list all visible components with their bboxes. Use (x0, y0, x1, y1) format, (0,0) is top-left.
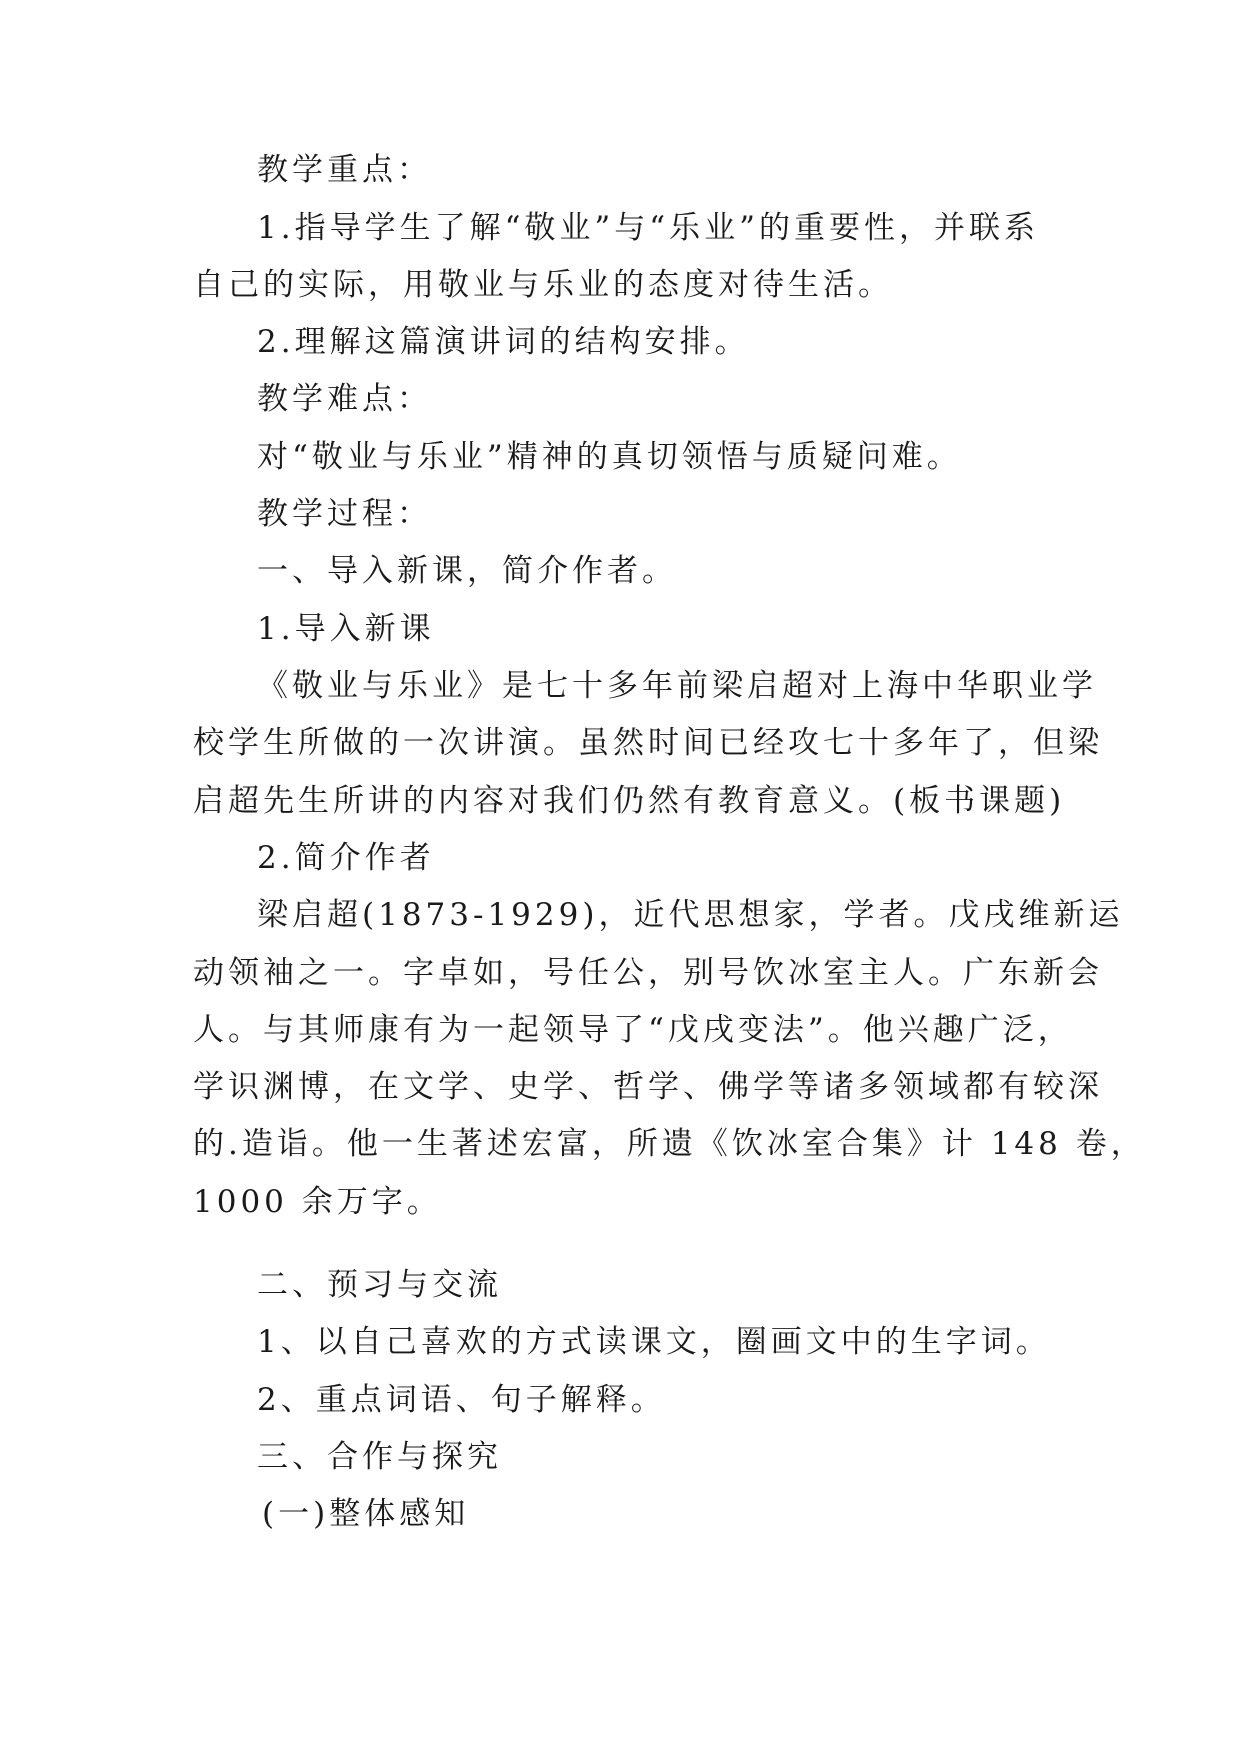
author-paragraph-line-5: 的.造诣。他一生著述宏富，所遗《饮冰室合集》计 148 卷， (193, 1126, 1146, 1162)
heading-teaching-focus: 教学重点： (257, 152, 432, 188)
focus-item-1-line-2: 自己的实际，用敬业与乐业的态度对待生活。 (193, 267, 893, 303)
preview-item-2: 2、重点词语、句子解释。 (257, 1382, 666, 1418)
heading-teaching-difficulty: 教学难点： (257, 381, 432, 417)
author-paragraph-line-6: 1000 余万字。 (193, 1184, 442, 1220)
subheading-author: 2.简介作者 (257, 840, 435, 876)
intro-paragraph-line-1: 《敬业与乐业》是七十多年前梁启超对上海中华职业学 (257, 668, 1097, 704)
section-three-heading: 三、合作与探究 (257, 1439, 502, 1475)
section-two-heading: 二、预习与交流 (257, 1267, 502, 1303)
focus-item-1-line-1: 1.指导学生了解“敬业”与“乐业”的重要性，并联系 (257, 210, 1039, 246)
author-paragraph-line-2: 动领袖之一。字卓如，号任公，别号饮冰室主人。广东新会 (193, 955, 1103, 991)
difficulty-text: 对“敬业与乐业”精神的真切领悟与质疑问难。 (257, 439, 962, 475)
focus-item-2: 2.理解这篇演讲词的结构安排。 (257, 324, 750, 360)
author-paragraph-line-4: 学识渊博，在文学、史学、哲学、佛学等诸多领域都有较深 (193, 1069, 1103, 1105)
subsection-overall-perception: (一)整体感知 (262, 1496, 470, 1532)
subheading-introduction: 1.导入新课 (257, 611, 435, 647)
preview-item-1: 1、以自己喜欢的方式读课文，圈画文中的生字词。 (257, 1324, 1051, 1360)
author-paragraph-line-3: 人。与其师康有为一起领导了“戊戌变法”。他兴趣广泛， (193, 1012, 1073, 1048)
intro-paragraph-line-3: 启超先生所讲的内容对我们仍然有教育意义。(板书课题) (193, 783, 1066, 819)
author-paragraph-line-1: 梁启超(1873-1929)，近代思想家，学者。戊戌维新运 (257, 897, 1124, 933)
heading-teaching-process: 教学过程： (257, 496, 432, 532)
section-one-heading: 一、导入新课，简介作者。 (257, 553, 677, 589)
intro-paragraph-line-2: 校学生所做的一次讲演。虽然时间已经攻七十多年了，但梁 (193, 725, 1103, 761)
